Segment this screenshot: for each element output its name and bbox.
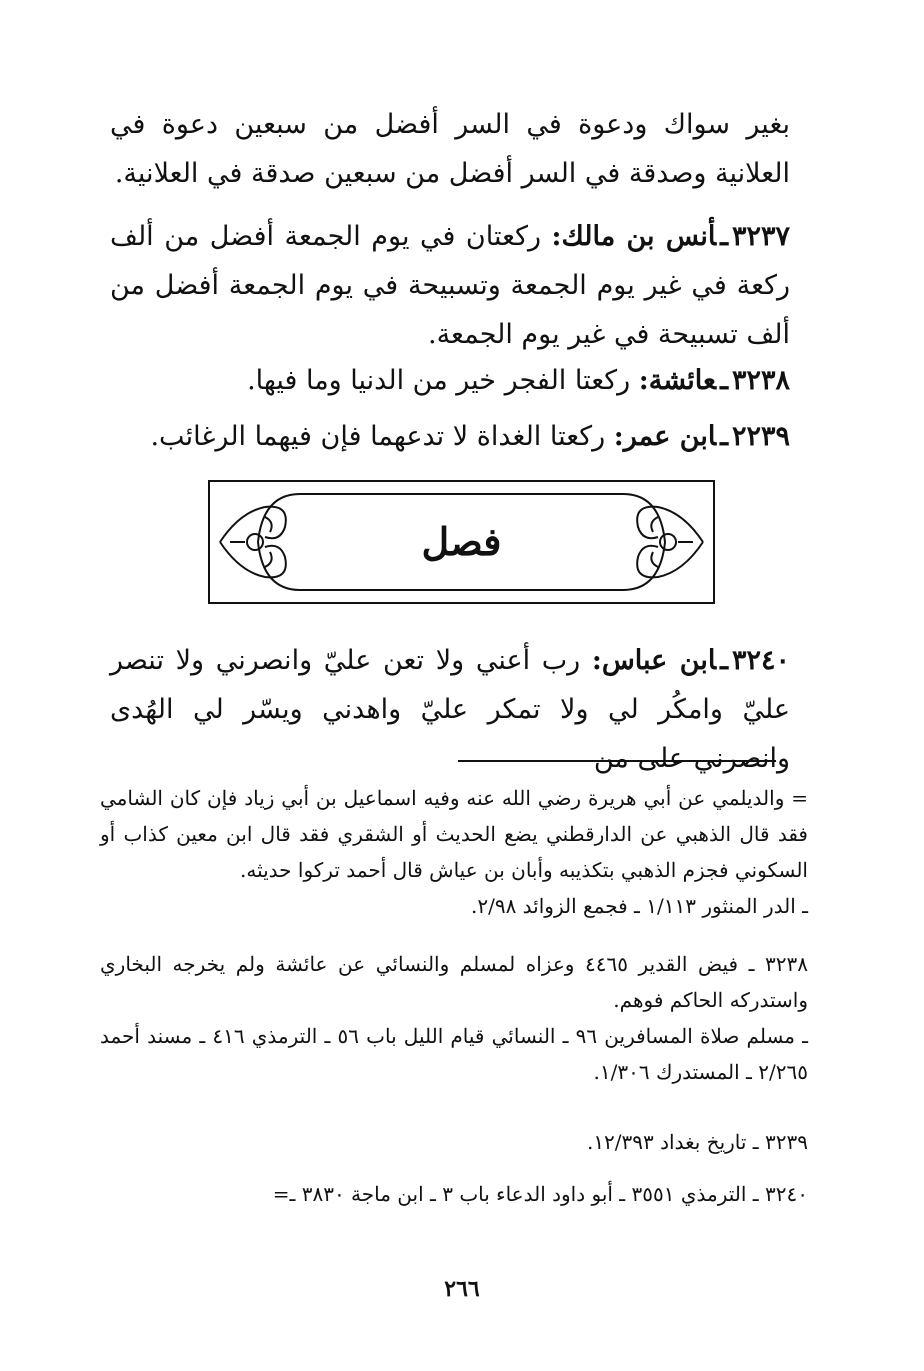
hadith-text: رب أعني ولا تعن عليّ وانصرني ولا تنصر عليّ وامكُر لي ولا تمكر عليّ واهدني ويسّر لي الهُدى وانصرني على من xyxy=(110,645,790,774)
section-title: فصل xyxy=(421,519,502,564)
hadith-text: ركعتان في يوم الجمعة أفضل من ألف ركعة في غير يوم الجمعة وتسبيحة في يوم الجمعة أفضل من ألف تسبيحة في غير يوم الجمعة. xyxy=(110,221,790,350)
footnote-divider xyxy=(458,760,776,762)
dash: ـ xyxy=(720,421,728,452)
hadith-narrator: ابن عباس: xyxy=(591,645,717,676)
footnote-3239 xyxy=(100,1124,808,1160)
hadith-number: ٢٢٣٩ xyxy=(731,421,790,452)
footnote-text: = والديلمي عن أبي هريرة رضي الله عنه وفيه اسماعيل بن أبي زياد فإن كان الشامي فقد قال الذهبي عن الدارقطني يضع الحديث أو الشقري فقد قال ابن معين كذاب أو السكوني فجزم الذهبي بتكذيبه وأبان بن عياش قال أحمد تركوا حديثه. xyxy=(100,786,808,882)
footnote-references: ـ الدر المنثور ١/١١٣ ـ فجمع الزوائد ٢/٩٨. xyxy=(471,894,808,918)
hadith-narrator: أنس بن مالك: xyxy=(551,221,717,252)
footnote-text: ٣٢٤٠ ـ الترمذي ٣٥٥١ ـ أبو داود الدعاء باب ٣ ـ ابن ماجة ٣٨٣٠ ـ= xyxy=(272,1182,808,1206)
hadith-3239 xyxy=(110,412,830,461)
page-number: ٢٦٦ xyxy=(444,1276,480,1302)
footnote-continuation xyxy=(100,780,808,924)
hadith-narrator: عائشة: xyxy=(638,365,717,396)
section-heading-frame xyxy=(208,480,715,604)
footnote-text: ٣٢٣٨ ـ فيض القدير ٤٤٦٥ وعزاه لمسلم والنسائي عن عائشة ولم يخرجه البخاري واستدركه الحاكم فوهم. xyxy=(100,952,808,1012)
hadith-text: ركعتا الغداة لا تدعهما فإن فيهما الرغائب. xyxy=(150,421,606,452)
hadith-text: ركعتا الفجر خير من الدنيا وما فيها. xyxy=(247,365,631,396)
hadith-3237 xyxy=(110,212,790,359)
hadith-number: ٣٢٣٨ xyxy=(731,365,790,396)
footnote-references: ـ مسلم صلاة المسافرين ٩٦ ـ النسائي قيام الليل باب ٥٦ ـ الترمذي ٤١٦ ـ مسند أحمد ٢/٢٦٥ ـ المستدرك ١/٣٠٦. xyxy=(100,1024,809,1084)
passage-text: بغير سواك ودعوة في السر أفضل من سبعين دعوة في العلانية وصدقة في السر أفضل من سبعين صدقة في العلانية. xyxy=(110,109,790,189)
footnote-text: ٣٢٣٩ ـ تاريخ بغداد ١٢/٣٩٣. xyxy=(586,1130,808,1154)
footnote-3240 xyxy=(100,1176,808,1212)
dash: ـ xyxy=(720,645,728,676)
hadith-number: ٣٢٤٠ xyxy=(731,645,790,676)
hadith-3238 xyxy=(110,356,830,405)
passage-continuation xyxy=(110,100,790,198)
footnote-3238 xyxy=(100,946,808,1090)
dash: ـ xyxy=(720,221,728,252)
hadith-number: ٣٢٣٧ xyxy=(731,221,790,252)
dash: ـ xyxy=(720,365,728,396)
hadith-narrator: ابن عمر: xyxy=(613,421,717,452)
